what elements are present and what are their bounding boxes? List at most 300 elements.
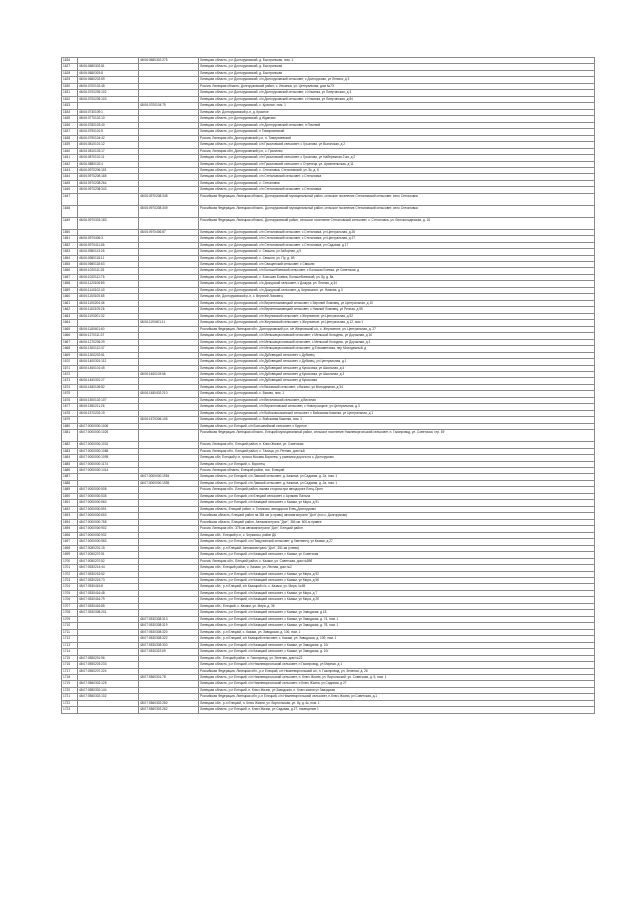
row-number-cell: 1629 [62, 77, 78, 83]
cadastral-number-cell: 48:06:0970411:56 [78, 242, 139, 248]
cadastral-number-cell: 48:06:1020112:76 [78, 274, 139, 280]
new-cadastral-number-cell: 48:06:1190401:11 [139, 320, 199, 326]
row-number-cell: 1695 [62, 526, 78, 532]
cadastral-number-cell: 48:07:0550201:96 [78, 655, 139, 661]
row-number-cell: 1660 [62, 294, 78, 300]
address-cell: Российская Федерация, Липецкая обл, р-н Елецкий, с/п Нижневоргольский сельсовет, п.Ключ Жизни, ул Советская, д.1 [199, 694, 595, 700]
address-cell: Липецкая обл., р-н Елецкий, с/п Казацкий сельсовет, с. Казаки, ул. Заводская, д. 10б, пом. 1 [199, 636, 595, 642]
row-number-cell: 1652 [62, 242, 78, 248]
row-number-cell: 1718 [62, 675, 78, 681]
address-cell: Липецкая область, р-н Долгоруковский, с/п Меньшекуколовский сельсовет, с Меньшой Колодезь, ул Дорожная, д 3 [199, 339, 595, 345]
row-number-cell: 1666 [62, 333, 78, 339]
cadastral-number-cell: 48:06:0880102:4 [78, 161, 139, 167]
row-number-cell: 1665 [62, 326, 78, 332]
table-row [62, 217, 595, 229]
row-number-cell: 1687 [62, 474, 78, 480]
cadastral-number-cell: 48:06:0870101:11 [78, 155, 139, 161]
address-cell: Липецкая область, р-н Долгоруковский, с/п Дубовецкий сельсовет, с Дубовец, ул Центральная, д 1 [199, 359, 595, 365]
cadastral-number-cell: 48:06:1270111:37 [78, 333, 139, 339]
address-cell: Липецкая область, р-н Долгоруковский, с/п Долгоруковский сельсовет, п Почевой [199, 122, 595, 128]
row-number-cell: 1712 [62, 636, 78, 642]
address-cell: Липецкая область, р-н Долгоруковский, с/п Верхнеловский сельсовет, с Новотроицкое, ул Центральная, д 3 [199, 404, 595, 410]
cadastral-number-cell: 48:06:1480106:82 [78, 384, 139, 390]
cadastral-number-cell: 48:07:0580302:144 [78, 687, 139, 693]
row-number-cell: 1648 [62, 205, 78, 217]
address-cell: Российская Федерация, Липецкая обл., Долгоруковский р-н, с/п Жерновский с/с, с. Жерновное, ул. Центральная, д. 27 [199, 326, 595, 332]
address-cell: Липецкая область, р-н Елецкий, с/п Казацкий сельсовет, с Казаки, ул Заводская, д 18 [199, 610, 595, 616]
address-cell: Липецкая область, р-н Елецкий, с/п Казацкий сельсовет, с Казаки, ул Заводская, д. 10г [199, 649, 595, 655]
cadastral-number-cell: 48:07:0000000:560 [78, 500, 139, 506]
row-number-cell: 1696 [62, 532, 78, 538]
row-number-cell: 1654 [62, 255, 78, 261]
address-cell: Липецкая область, р-н Долгоруковский, с. Вязово, пом. 1 [199, 391, 595, 397]
address-cell: Липецкая область, р-н Долгоруковский, п Тимирязевский [199, 129, 595, 135]
cadastral-number-cell: 48:07:0000000:653 [78, 513, 139, 519]
address-cell: Липецкая область, р-н Долгоруковский, с. Стегаловка [199, 180, 595, 186]
address-cell: Липецкая область, р-н Долгоруковский, с. Большая Боевка, Большебоевский, ул. 8у, д. 8а [199, 274, 595, 280]
new-cadastral-number-cell: 48:06:0970208:349 [139, 205, 199, 217]
row-number-cell: 1694 [62, 519, 78, 525]
cadastral-number-cell: 48:06:0680202:69 [78, 77, 139, 83]
cadastral-number-cell: 48:06:0970208:343 [78, 187, 139, 193]
cadastral-number-cell: 48:07:0050207:51 [78, 552, 139, 558]
row-number-cell: 1709 [62, 616, 78, 622]
row-number-cell: 1690 [62, 493, 78, 499]
row-number-cell: 1659 [62, 287, 78, 293]
cadastral-number-cell: 48:06:0790101:5 [78, 129, 139, 135]
address-cell: Липецкая область, р-н Елецкий, с/п Казацкий сельсовет, с Казаки, ул Заводская, д. 10г [199, 642, 595, 648]
row-number-cell: 1626 [62, 58, 78, 64]
address-cell: Липецкая область, р-н Долгоруковский, с/п Дубовецкий сельсовет, д Кукосовка, ул Школьная, д 4 [199, 365, 595, 371]
address-cell: Липецкая область, р-н Елецкий, с/п Большеийский сельсовет, с Круглое [199, 423, 595, 429]
row-number-cell: 1667 [62, 339, 78, 345]
new-cadastral-number-cell: 48:06:0970406:87 [139, 229, 199, 235]
address-cell: Липецкая обл, Елецкий р-н, трасса Москва-Воронеж, у развилки дороги на с. Долгоруково [199, 455, 595, 461]
row-number-cell: 1627 [62, 64, 78, 70]
cadastral-number-cell: 48:07:0000000:983 [78, 539, 139, 545]
row-number-cell: 1683 [62, 448, 78, 454]
cadastral-number-cell: 48:06:1550211:26 [78, 404, 139, 410]
address-cell: Россия, Липецкая обл., Елецкий район, с. Казаки, ул. Советская, дом №89б [199, 558, 595, 564]
cadastral-number-cell: 48:06:0680303:8 [78, 70, 139, 76]
cadastral-number-cell: 48:06:0970303:183 [78, 217, 139, 229]
address-cell: Липецкая область, р-н Елецкий, с/п Казацкий сельсовет, с Казаки, ул Мира, д 7 [199, 590, 595, 596]
row-number-cell: 1628 [62, 70, 78, 76]
address-cell: Липецкая область, р-н Долгоруковский, с/п Жерновский сельсовет, с Жерновное, ул Центральная, д 52 [199, 313, 595, 319]
cadastral-number-cell: 48:06:1300112:47 [78, 346, 139, 352]
address-cell: Липецкая область, р-н Елецкий, п. Ключ Жизни, ул Заводская, п. Ключ жизни ул Заводская [199, 687, 595, 693]
row-number-cell: 1697 [62, 539, 78, 545]
row-number-cell: 1691 [62, 500, 78, 506]
new-cadastral-number-cell: 48:07:0000000:1954 [139, 474, 199, 480]
address-cell: Липецкая область, р-н Долгоруковский, с/п Дубовецкий сельсовет, д Кукосовка, ул Школьная, д 3 [199, 371, 595, 377]
new-cadastral-number-cell: 48:06:0700104:75 [139, 103, 199, 109]
registry-table [61, 57, 595, 714]
address-cell: Липецкая обл., р-н Елецкий, с. Казаки, ул. Заводская, д. 106, пом. 1 [199, 629, 595, 635]
address-cell: Россия, Липецкая обл., 375 км автомагистрали "Дон", Елецкий район [199, 526, 595, 532]
address-cell: Россия, Липецкая обл, Долгоруковский р-н, с. Грызлово [199, 148, 595, 154]
address-cell: Липецкая область, р-н Елецкий, с/п Казацкий сельсовет, с Казаки, ул Мира, д 56 [199, 577, 595, 583]
cadastral-number-cell: 48:06:1140102:43 [78, 287, 139, 293]
row-number-cell: 1642 [62, 161, 78, 167]
row-number-cell: 1658 [62, 281, 78, 287]
address-cell: Липецкая область, р-н Долгоруковский, с/п Верхнеломовецкий сельсовет, с Нижний Ломовец, ул Речная, д 55 [199, 307, 595, 313]
row-number-cell: 1686 [62, 468, 78, 474]
row-number-cell: 1721 [62, 694, 78, 700]
address-cell: Липецкая область, р-н Долгоруковский, с/п Меньшекуколовский сельсовет, с Меньшой Колодезь, ул Дорожная, д 16 [199, 333, 595, 339]
cadastral-number-cell: 48:07:0560302:102 [78, 694, 139, 700]
address-cell: Липецкая область, р-н Долгоруковский, д. Быстрянская [199, 70, 595, 76]
address-cell: Липецкая область, р-н Елецкий, с/п Казацкий сельсовет, с Казаки, ул Мира, д 2б [199, 597, 595, 603]
address-cell: Липецкая обл., р-н Елецкий, с/п Казацкий с/с, с. Казаки, ул. Мира, №65 [199, 584, 595, 590]
row-number-cell: 1640 [62, 148, 78, 154]
address-cell: Липецкая область, р-н Долгоруковский, с/п Долгоруковский сельсовет, с Долгоруково, ул Ленина, д 3 [199, 77, 595, 83]
cadastral-number-cell: 48:06:0980113:26 [78, 249, 139, 255]
address-cell: Липецкая область, р-н Долгоруковский, с/п Стегаловский сельсовет, с Стегаловка, ул Садовая, д 17 [199, 242, 595, 248]
row-number-cell: 1678 [62, 410, 78, 416]
cadastral-number-cell: 48:07:0530215:52 [78, 571, 139, 577]
new-cadastral-number-cell [139, 430, 199, 442]
row-number-cell: 1711 [62, 629, 78, 635]
row-number-cell: 1664 [62, 320, 78, 326]
row-number-cell: 1692 [62, 506, 78, 512]
address-cell: Липецкая область, р-н Елецкий, с/п Казацкий сельсовет, с Казаки, ул Мира, д 91 [199, 500, 595, 506]
cadastral-number-cell: 48:06:1020111:25 [78, 268, 139, 274]
cadastral-number-cell: 48:06:1120108:89 [78, 281, 139, 287]
new-cadastral-number-cell: 48:07:0560302:262 [139, 707, 199, 713]
address-cell: Российская область, Елецкий район на 384 км (с право) автомагистрали "Дон" (поз с. Долгоруково) [199, 513, 595, 519]
row-number-cell: 1677 [62, 404, 78, 410]
address-cell: Липецкая область, р-н Долгоруковский, с/п Большебоевский сельсовет, с Большая Боевка, ул Советская, д [199, 268, 595, 274]
cadastral-number-cell [78, 707, 139, 713]
row-number-cell: 1631 [62, 90, 78, 96]
cadastral-number-cell: 48:06:1460301:27 [78, 378, 139, 384]
row-number-cell: 1637 [62, 129, 78, 135]
address-cell: Липецкая область, р-н Долгоруковский, с. Стегаловка, Стегаловский, ул. 5к, д. 6 [199, 167, 595, 173]
address-cell: Липецкая область, р-н Елецкий, с/п Лавский сельсовет, д. Казинка, ул Садовая, д. 2а, пом. 1 [199, 474, 595, 480]
cadastral-number-cell: 48:07:0050207:52 [78, 558, 139, 564]
address-cell: Россия, Липецкая обл, Долгоруковский р-н, п. Тимирязевский [199, 135, 595, 141]
row-number-cell: 1722 [62, 700, 78, 706]
address-cell: Липецкая область, р-н Долгоруковский, с/п Вязовский сельсовет, с Вязово, ул Молодежная, д 34 [199, 384, 595, 390]
new-cadastral-number-cell: 48:06:1460103:56 [139, 371, 199, 377]
row-number-cell: 1701 [62, 565, 78, 571]
cadastral-number-cell: 48:07:0000000:508 [78, 487, 139, 493]
cadastral-number-cell: 48:06:0790104:42 [78, 135, 139, 141]
row-number-cell: 1663 [62, 313, 78, 319]
address-cell: Липецкая область, р-н Елецкий, с/п Казацкий сельсовет, с Казаки, ул Мира, д 92 [199, 571, 595, 577]
row-number-cell: 1671 [62, 365, 78, 371]
address-cell: Липецкая область, р-н Долгоруковский, с/п Свищенский сельсовет, с Свишни [199, 262, 595, 268]
new-cadastral-number-cell: 48:07:0560302:260 [139, 700, 199, 706]
address-cell: Липецкая область, р-н Елецкий, с/п Нижневоргольский сельсовет, п. Ключ Жизни, ул. Воргольский, ул. Советская, д. 5, пом. 1 [199, 675, 595, 681]
address-cell: Липецкая область, р-н Елецкий, с/п Пищулинский сельсовет, д Хмелинец, ул Казаки, д 27 [199, 539, 595, 545]
cadastral-number-cell: 48:06:1400301:112 [78, 359, 139, 365]
cadastral-number-cell: 48:07:0000000:1174 [78, 461, 139, 467]
cadastral-number-cell: 48:06:0970208:185 [78, 174, 139, 180]
row-number-cell: 1714 [62, 649, 78, 655]
row-number-cell: 1646 [62, 187, 78, 193]
row-number-cell: 1723 [62, 707, 78, 713]
cadastral-number-cell: 48:07:0000000:591 [78, 506, 139, 512]
row-number-cell: 1653 [62, 249, 78, 255]
new-cadastral-number-cell: 48:07:0530308:319 [139, 623, 199, 629]
row-number-cell: 1706 [62, 597, 78, 603]
address-cell: Липецкая обл., Елецкий, с. Казаки, ул. Мира, д. 36 [199, 603, 595, 609]
row-number-cell: 1676 [62, 397, 78, 403]
row-number-cell: 1662 [62, 307, 78, 313]
cadastral-number-cell: 48:06:0680302:81 [78, 64, 139, 70]
row-number-cell: 1650 [62, 229, 78, 235]
new-cadastral-number-cell: 48:07:0000000:1955 [139, 480, 199, 486]
address-cell: Липецкая область, р-н Долгоруковский, с. Войсковая Казинка, пом. 1 [199, 417, 595, 423]
row-number-cell: 1702 [62, 571, 78, 577]
address-cell: Липецкая область, р-н Долгоруковский, с/п Дожурский сельсовет, с Дожура, ул. Лесная, д 34 [199, 281, 595, 287]
address-cell: Липецкая область, р-н Елецкий, с/п Нижневоргольский сельсовет, п Газопровод, ул Мирная, д 1 [199, 662, 595, 668]
new-cadastral-number-cell: 48:06:0680302:275 [139, 58, 199, 64]
row-number-cell: 1636 [62, 122, 78, 128]
row-number-cell: 1670 [62, 359, 78, 365]
table-row [62, 193, 595, 205]
cadastral-number-cell: 48:07:0000000:902 [78, 526, 139, 532]
row-number-cell: 1704 [62, 584, 78, 590]
address-cell: Липецкая область, р-н Долгоруковский, д. Быстрянская, пом. 1 [199, 58, 595, 64]
cadastral-number-cell: 48:06:0700205:103 [78, 96, 139, 102]
row-number-cell: 1707 [62, 603, 78, 609]
cadastral-number-cell: 48:07:0000000:1031 [78, 442, 139, 448]
row-number-cell: 1669 [62, 352, 78, 358]
row-number-cell: 1632 [62, 96, 78, 102]
address-cell: Россия, Липецкая обл., Елецкий район, с. Талица, ул. Речная, дом №8 [199, 448, 595, 454]
row-number-cell: 1643 [62, 167, 78, 173]
row-number-cell: 1717 [62, 668, 78, 674]
cadastral-number-cell: 48:07:0000000:1414 [78, 468, 139, 474]
address-cell: Липецкая область, Елецкий район, с. Голиково, автодорога Елец-Долгоруково [199, 506, 595, 512]
cadastral-number-cell: 48:06:0970206:151 [78, 167, 139, 173]
row-number-cell: 1649 [62, 217, 78, 229]
address-cell: Российская Федерация, Липецкая область, Елецкий муниципальный район, сельское поселение Нижневоргольский сельсовет, п. Газопровод, ул. Советская, стр. 69 [199, 430, 595, 442]
cadastral-number-cell: 48:07:0550203:233 [78, 662, 139, 668]
new-cadastral-number-cell: 48:07:0530308:322 [139, 636, 199, 642]
address-cell: Российская область, Елецкий район, Автомагистраль "Дон", 384 км. 600-м правее [199, 519, 595, 525]
address-cell: Липецкая область, р-н Долгоруковский, д. Быстрянская [199, 64, 595, 70]
row-number-cell: 1672 [62, 371, 78, 377]
row-number-cell: 1713 [62, 642, 78, 648]
address-cell: Липецкая область, р-н Елецкий, с/п Елецкий сельсовет, с Аргамач Пальна [199, 493, 595, 499]
row-number-cell: 1682 [62, 442, 78, 448]
address-cell: Липецкая область, р-н Долгоруковский, с/п Долгоруковский сельсовет, с Ильинка, ул Лапутинская, д 84 [199, 96, 595, 102]
cadastral-number-cell: 48:06:1270206:29 [78, 339, 139, 345]
new-cadastral-number-cell: 48:07:0530308:330 [139, 642, 199, 648]
cadastral-number-cell: 48:07:0000000:1006 [78, 423, 139, 429]
cadastral-number-cell: 48:06:1190201:32 [78, 313, 139, 319]
address-cell: Россия, Липецкая обл., Елецкий район, южная сторона при автодороге Елец-Орел [199, 487, 595, 493]
address-cell: Липецкая область, р-н Долгоруковский, с/п Грызловский сельсовет, с Грызлово, ул Набережная 2-ая, д 2 [199, 155, 595, 161]
cadastral-number-cell: 48:06:0780103:40 [78, 122, 139, 128]
cadastral-number-cell: 48:07:0000000:1026 [78, 430, 139, 442]
address-cell: Липецкая область, р-н Долгоруковский, с/п Дубовецкий сельсовет, д Кукосовка [199, 378, 595, 384]
cadastral-number-cell: 48:06:0970208:264 [78, 180, 139, 186]
row-number-cell: 1656 [62, 268, 78, 274]
cadastral-number-cell: 48:06:1160109:26 [78, 307, 139, 313]
new-cadastral-number-cell: 48:06:1570306:105 [139, 417, 199, 423]
row-number-cell: 1705 [62, 590, 78, 596]
address-cell: Российская Федерация, Липецкая область, Долгоруковский муниципальный район, сельское поселение Стегаловский сельсовет, село Стегаловка [199, 193, 595, 205]
cadastral-number-cell: 48:07:0530214:44 [78, 565, 139, 571]
row-number-cell: 1657 [62, 274, 78, 280]
cadastral-number-cell: 48:07:0000000:1095 [78, 455, 139, 461]
cadastral-number-cell [78, 193, 139, 205]
cadastral-number-cell: 48:07:0530416:48 [78, 590, 139, 596]
cadastral-number-cell: 48:07:0000000:1068 [78, 448, 139, 454]
cadastral-number-cell: 48:06:0970406:3 [78, 236, 139, 242]
address-cell: Россия, Липецкая область, Долгоруковский район, с. Ильинка, ул. Центральная, дом №73 [199, 83, 595, 89]
address-cell: Липецкая область, р-н Долгоруковский, с/п Долгоруковский сельсовет, с Ильинка, ул Лапутинская, д 3 [199, 90, 595, 96]
row-number-cell: 1633 [62, 103, 78, 109]
row-number-cell: 1703 [62, 577, 78, 583]
address-cell: Липецкая обл., Елецкий р-н, с. Черкассы, район Д6 [199, 532, 595, 538]
row-number-cell: 1708 [62, 610, 78, 616]
row-number-cell: 1688 [62, 480, 78, 486]
address-cell: Липецкая область, р-н Долгоруковский, с/п Грызловский сельсовет, с Грызлово, ул Выгонская, д 2 [199, 142, 595, 148]
row-number-cell: 1680 [62, 423, 78, 429]
cadastral-number-cell: 48:06:0700102:45 [78, 83, 139, 89]
cadastral-number-cell: 48:07:0550207:224 [78, 668, 139, 674]
row-number-cell: 1698 [62, 545, 78, 551]
cadastral-number-cell: 48:07:0530215:73 [78, 577, 139, 583]
row-number-cell: 1635 [62, 116, 78, 122]
row-number-cell: 1668 [62, 346, 78, 352]
new-cadastral-number-cell: 48:07:0560301:78 [139, 675, 199, 681]
row-number-cell: 1630 [62, 83, 78, 89]
row-number-cell: 1684 [62, 455, 78, 461]
row-number-cell: 1689 [62, 487, 78, 493]
address-cell: Российская Федерация, Липецкая обл., р-н Елецкий, с/п Нижневоргольский с/с, п. Газопровод, ул. Зеленая, д. 26 [199, 668, 595, 674]
address-cell: Липецкая область, р-н Долгоруковский, с/п Дубовецкий сельсовет, с Дубовец [199, 352, 595, 358]
cadastral-number-cell: 48:06:0700205:102 [78, 90, 139, 96]
address-cell: Липецкая область, р-н Елецкий, с/п Казацкий сельсовет, с Казаки, ул Заводская, д. 74, пом. 1 [199, 616, 595, 622]
row-number-cell: 1641 [62, 155, 78, 161]
new-cadastral-number-cell: 48:07:0530308:320 [139, 629, 199, 635]
address-cell: Липецкая обл., Елецкий район, п. Газопровод, ул. Зеленая, дом №22 [199, 655, 595, 661]
address-cell: Липецкая область, р-н Долгоруковский, с/п Жерновский сельсовет, с Жерновное, ул Центральная, д 12, пом 1 [199, 320, 595, 326]
cadastral-number-cell: 48:06:0810101:12 [78, 142, 139, 148]
address-cell: Россия, Липецкая область, Елецкий район, пос. Елецкий [199, 468, 595, 474]
cadastral-number-cell: 48:06:0810103:17 [78, 148, 139, 154]
address-cell: Россия, Липецкая обл., Елецкий район, п. Ключ Жизни, ул. Советская [199, 442, 595, 448]
cadastral-number-cell: 48:06:0980118:11 [78, 255, 139, 261]
address-cell: Липецкая область, р-н Елецкий, с/п Казацкий сельсовет, с Казаки, ул Заводская, д. 78, пом. 1 [199, 623, 595, 629]
registry-body [62, 58, 595, 714]
row-number-cell: 1644 [62, 174, 78, 180]
cadastral-number-cell: 48:07:0530415:8 [78, 584, 139, 590]
row-number-cell: 1638 [62, 135, 78, 141]
address-cell: Российская Федерация, Липецкая область, Долгоруковский район, сельское поселение Стегаловский сельсовет, с. Стегаловка, ул. Белоколодезская, д. 16 [199, 217, 595, 229]
new-cadastral-number-cell: 48:06:0970208:348 [139, 193, 199, 205]
cadastral-number-cell: 48:06:1180401:60 [78, 326, 139, 332]
row-number-cell: 1661 [62, 300, 78, 306]
cadastral-number-cell: 48:06:1150105:85 [78, 294, 139, 300]
address-cell: Липецкая область, р-н Долгоруковский, с/п Веселовский сельсовет, д Веселая [199, 397, 595, 403]
address-cell: Липецкая область, р-н Долгоруковский, с/п Грызловский сельсовет, с Стрелецк, ул. Архангельская, д 11 [199, 161, 595, 167]
row-number-cell: 1645 [62, 180, 78, 186]
address-cell: Липецкая область, р-н Долгоруковский, с/п Стегаловский сельсовет, с Стегаловка [199, 174, 595, 180]
cadastral-number-cell: 48:06:1570202:19 [78, 410, 139, 416]
row-number-cell: 1647 [62, 193, 78, 205]
address-cell: Липецкая область, р-н Долгоруковский, с. Красное, пом. 1 [199, 103, 595, 109]
new-cadastral-number-cell: 48:07:0530322:69 [139, 649, 199, 655]
row-number-cell: 1693 [62, 513, 78, 519]
row-number-cell: 1720 [62, 687, 78, 693]
cadastral-number-cell: 48:07:0530308:201 [78, 610, 139, 616]
cadastral-number-cell: 48:06:1300202:61 [78, 352, 139, 358]
row-number-cell: 1685 [62, 461, 78, 467]
address-cell: Липецкая обл, Долгоруковский р-н, д. Красное [199, 109, 595, 115]
new-cadastral-number-cell: 48:07:0530308:313 [139, 616, 199, 622]
table-row [62, 430, 595, 442]
cadastral-number-cell: 48:06:1460101:45 [78, 365, 139, 371]
cadastral-number-cell: 48:06:1150204:46 [78, 300, 139, 306]
row-number-cell: 1716 [62, 662, 78, 668]
address-cell: Липецкая область, р-н Долгоруковский, с/п Войсковоказинский сельсовет, с Войсковая Казинка, ул Центральная, д 1 [199, 410, 595, 416]
cadastral-number-cell: 48:06:0980118:63 [78, 262, 139, 268]
address-cell: Липецкая область, р-н Долгоруковский, с/п Стегаловский сельсовет, с Стегаловка [199, 187, 595, 193]
row-number-cell: 1675 [62, 391, 78, 397]
cadastral-number-cell: 48:07:0530416:79 [78, 597, 139, 603]
cadastral-number-cell: 48:07:0560302:125 [78, 681, 139, 687]
cadastral-number-cell: 48:06:0730109:1 [78, 109, 139, 115]
cadastral-number-cell: 48:07:0000000:535 [78, 493, 139, 499]
row-number-cell: 1699 [62, 552, 78, 558]
table-row [62, 707, 595, 713]
cadastral-number-cell: 48:07:0000000:932 [78, 532, 139, 538]
row-number-cell: 1715 [62, 655, 78, 661]
row-number-cell: 1673 [62, 378, 78, 384]
address-cell: Липецкая область, р-н Елецкий, п. Ключ Жизни, ул Садовая, д 27, помещение 1 [199, 707, 595, 713]
address-cell: Липецкая область, р-н Долгоруковский, с. Свишни, ул Заборная, д 9 [199, 249, 595, 255]
row-number-cell: 1710 [62, 623, 78, 629]
row-number-cell: 1674 [62, 384, 78, 390]
address-cell: Липецкая область, р-н Елецкий, с/п Лавский сельсовет, д. Казинка, ул Садовая, д. 2а, пом. 1 [199, 480, 595, 486]
address-cell: Липецкая область, р-н Долгоруковский, с/п Верхнеломовецкий сельсовет, с Верхний Ломовец, ул Центральная, д 10 [199, 300, 595, 306]
row-number-cell: 1719 [62, 681, 78, 687]
address-cell: Липецкая обл., р-н Елецкий, Автомагистраль "Дон", 351 км (слева) [199, 545, 595, 551]
cadastral-number-cell: 48:07:0000000:765 [78, 519, 139, 525]
cadastral-number-cell [78, 205, 139, 217]
row-number-cell: 1700 [62, 558, 78, 564]
address-cell: Липецкая область, р-н Долгоруковский, с. Свишни, ул. Пр, д. 6б [199, 255, 595, 261]
row-number-cell: 1639 [62, 142, 78, 148]
table-row [62, 205, 595, 217]
row-number-cell: 1655 [62, 262, 78, 268]
row-number-cell: 1634 [62, 109, 78, 115]
address-cell: Российская Федерация, Липецкая область, Долгоруковский муниципальный район, сельское поселение Стегаловский сельсовет, село Стегаловка [199, 205, 595, 217]
row-number-cell: 1679 [62, 417, 78, 423]
new-cadastral-number-cell [139, 217, 199, 229]
address-cell: Липецкая область, р-н Долгоруковский, с/п Дожурский сельсовет, д. Кирпишное, ул. Нижняя, д 3 [199, 287, 595, 293]
address-cell: Липецкая область, р-н Елецкий, с. Воронец [199, 461, 595, 467]
cadastral-number-cell: 48:07:0050201:15 [78, 545, 139, 551]
cadastral-number-cell: 48:07:0530416:85 [78, 603, 139, 609]
row-number-cell: 1651 [62, 236, 78, 242]
address-cell: Липецкая обл., р-н Елецкий, п. Ключ Жизни, ул. Воргольская, ул. 8у, д. 6к, пом. 1 [199, 700, 595, 706]
row-number-cell: 1681 [62, 430, 78, 442]
address-cell: Липецкая область, р-н Долгоруковский, с/п Стегаловский сельсовет, с Стегаловка, ул Центральная, д 27 [199, 236, 595, 242]
address-cell: Липецкая область, р-н Елецкий, с/п Казацкий сельсовет, с Казаки, ул Советская [199, 552, 595, 558]
address-cell: Липецкая обл., Елецкий район, с. Казаки, ул. Лесная, дом №2 [199, 565, 595, 571]
address-cell: Липецкая область, р-н Долгоруковский, с/п Меньшекуколовский сельсовет, д Елизаветовка, пер Молодежный, д [199, 346, 595, 352]
cadastral-number-cell: 48:06:1500102:107 [78, 397, 139, 403]
